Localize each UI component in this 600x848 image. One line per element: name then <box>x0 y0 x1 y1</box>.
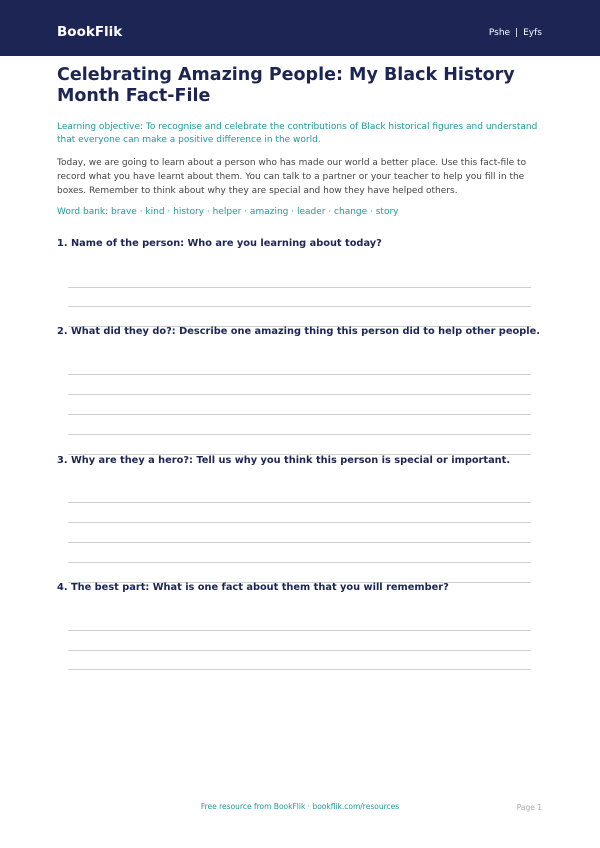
answer-line[interactable] <box>68 502 531 503</box>
answer-line[interactable] <box>68 562 531 563</box>
learning-objective: Learning objective: To recognise and celebrate the contributions of Black historical figures and understand that everyone can make a positive difference in the world. <box>57 122 538 145</box>
answer-line[interactable] <box>68 414 531 415</box>
answer-line[interactable] <box>68 542 531 543</box>
page-number: Page 1 <box>516 803 542 812</box>
footer-credit: Free resource from BookFlik · bookflik.com/resources <box>200 802 400 811</box>
question-2: 2. What did they do?: Describe one amazing thing this person did to help other people. <box>57 326 540 337</box>
subject-tags <box>489 27 542 39</box>
level-tag: Eyfs <box>523 28 542 38</box>
subject-tag: Pshe <box>488 28 511 38</box>
worksheet-title: Celebrating Amazing People: My Black History Month Fact-File <box>57 65 515 106</box>
answer-line[interactable] <box>68 669 531 670</box>
answer-line[interactable] <box>68 394 531 395</box>
answer-line[interactable] <box>68 650 531 651</box>
question-4: 4. The best part: What is one fact about them that you will remember? <box>57 582 449 593</box>
answer-line[interactable] <box>68 374 531 375</box>
word-bank: Word bank: brave · kind · history · helper · amazing · leader · change · story <box>57 207 399 217</box>
answer-line[interactable] <box>68 287 531 288</box>
answer-line[interactable] <box>68 434 531 435</box>
tag-separator: | <box>515 28 519 38</box>
page-header <box>0 0 600 56</box>
answer-line[interactable] <box>68 522 531 523</box>
question-3: 3. Why are they a hero?: Tell us why you think this person is special or important. <box>57 455 511 466</box>
intro-paragraph: Today, we are going to learn about a person who has made our world a better place. Use this fact-file to record what you have learnt about them. You can talk to a partner or your teacher to help you fill in the boxes. Remember to think about why they are special and how they have helped others. <box>57 158 527 196</box>
answer-line[interactable] <box>68 306 531 307</box>
question-1: 1. Name of the person: Who are you learning about today? <box>57 238 382 249</box>
brand-logo-text: BookFlik <box>57 24 123 40</box>
answer-line[interactable] <box>68 630 531 631</box>
